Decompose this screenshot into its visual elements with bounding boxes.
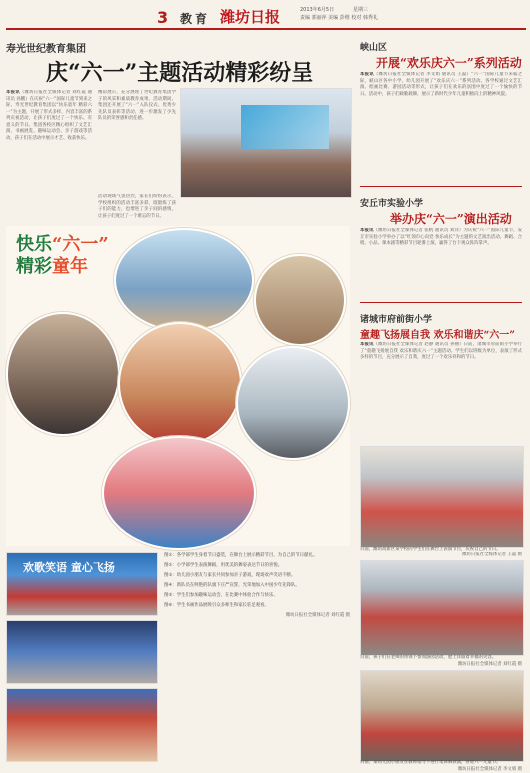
article-text-a: （潍坊日报社全媒体记者 刘红霞 通讯员 孙鹏）在庆祝“六一”国际儿童节到来之际，寿光世纪教育集团以“快乐童年 精彩六一”为主题，开展了形式多样、内容丰富的系列庆祝活动，让孩子们度过了一个快乐、有意义的节日。集团各校区精心组织了文艺汇演、书画展览、趣味运动会、亲子游戏等活动，孩子们在活动中展示才艺、收获快乐。 — [6, 90, 92, 141]
collage-subtitle-highlight: 童年 — [52, 256, 88, 277]
paper-masthead: 潍坊日报 — [220, 8, 281, 26]
collage-photo-2 — [254, 254, 346, 346]
bottom-photo-3 — [6, 688, 158, 762]
story1-location: 峡山区 — [360, 43, 388, 53]
right-photo-1 — [360, 446, 524, 548]
caption: 图②：小学部学生表演舞蹈，用优美的舞姿表达节日的喜悦。 — [164, 563, 283, 568]
section-rule — [360, 186, 522, 187]
photo-credit: 潍坊日报社全媒体记者 刘红霞 摄 — [285, 613, 350, 618]
photo-captions — [164, 552, 350, 764]
collage-subtitle-text: 精彩 — [16, 256, 52, 277]
photo-banner-text: 欢歌笑语 童心飞扬 — [23, 561, 115, 574]
caption: 日前，潍坊高新区某学校的学生们在舞台上表演节目，庆祝自己的节日。 — [360, 547, 501, 552]
photo-credit: 潍坊日报社全媒体记者 李文娟 摄 — [457, 766, 522, 772]
header-rule — [6, 28, 526, 30]
collage-photo-6 — [102, 436, 256, 550]
collage-title-highlight: “六一” — [52, 234, 109, 255]
issue-weekday: 星期三 — [353, 7, 369, 13]
caption: 日前，某幼儿园小朋友在教师指导下进行集体舞表演，喜迎六一儿童节。 — [360, 760, 501, 765]
photo-credit: 潍坊日报社全媒体记者 王磊 摄 — [462, 552, 522, 557]
collage-subtitle — [16, 252, 88, 278]
article-column-a — [6, 90, 92, 224]
bottom-photo-1 — [6, 552, 158, 616]
caption: 图①：各学部学生身着节日盛装，在舞台上展示精彩节目，为自己的节日献礼。 — [164, 553, 318, 558]
story3-location: 诸城市府前街小学 — [360, 315, 433, 325]
caption: 图③：幼儿园小朋友与家长共同参加亲子游戏，现场欢声笑语不断。 — [164, 573, 296, 578]
caption: 日前，孩子们在老师的带领下参加游园活动，脸上洋溢着幸福的笑容。 — [360, 655, 497, 660]
collage-photo-4 — [118, 322, 242, 446]
photo-credit: 潍坊日报社全媒体记者 刘红霞 摄 — [457, 661, 522, 667]
page-header — [0, 0, 530, 30]
story1-text — [360, 72, 522, 172]
story1-headline: 开展“欢乐庆六一”系列活动 — [376, 56, 522, 70]
right-caption-1-credit — [360, 552, 522, 559]
byline: 本报讯 — [360, 228, 374, 233]
story2-body: （潍坊日报社全媒体记者 张帆 通讯员 刘洋）为庆祝“六一”国际儿童节，安丘市实验小学举办了以“红领巾心向党 快乐成长”为主题的文艺演出活动。舞蹈、合唱、小品、课本剧等精彩节目轮番上演，赢得了台下观众阵阵掌声。 — [360, 228, 522, 246]
left-headline: 庆“六一”主题活动精彩纷呈 — [46, 60, 314, 86]
story2-location: 安丘市实验小学 — [360, 199, 424, 209]
page-number: 3 — [157, 8, 169, 27]
byline: 本报讯 — [360, 72, 374, 77]
story3-text — [360, 342, 522, 438]
section-rule — [360, 302, 522, 303]
caption: 图⑤：学生们参加趣味运动会，在比赛中体验合作与快乐。 — [164, 593, 278, 598]
story1-body: （潍坊日报社全媒体记者 李文娟 通讯员 王磊）“六一”国际儿童节来临之际，峡山区各中小学、幼儿园开展了“欢乐庆六一”系列活动。各学校通过文艺汇演、绘画比赛、游园活动等形式，让孩子们在欢乐的氛围中度过了一个愉快的节日。活动中，孩子们载歌载舞，展示了新时代少年儿童积极向上的精神风貌。 — [360, 72, 522, 97]
collage-photo-1 — [114, 228, 254, 332]
byline: 本报讯 — [360, 342, 374, 347]
section-name: 教育 — [180, 12, 211, 26]
editor-credits: 责编 郭丽萍 美编 彭维 校对 韩秀礼 — [300, 15, 378, 21]
event-photo-top — [180, 88, 352, 198]
right-photo-2 — [360, 560, 524, 656]
story2-text — [360, 228, 522, 298]
byline: 本报讯 — [6, 90, 20, 95]
photo-collage — [6, 226, 350, 546]
bottom-photo-2 — [6, 620, 158, 684]
story3-headline: 童趣飞扬展自我 欢乐和谐庆“六一” — [360, 330, 515, 341]
article-text-b2: 活动现场气氛热烈，家长们纷纷表示，学校组织的活动丰富多彩，既锻炼了孩子们的能力，也增进了亲子间的感情，让孩子们度过了一个难忘的节日。 — [98, 194, 176, 219]
caption: 图⑥：学生书画作品展吸引众多师生和家长驻足观看。 — [164, 603, 269, 608]
collage-title-text: 快乐 — [16, 234, 52, 255]
article-text-b: 精彩展示，充分展现了世纪教育集团学子的风采和素质教育成果。活动期间，集团还开展了“六一”入队仪式、优秀少先队员表彰等活动，进一步激发了少先队员的荣誉感和责任感。 — [98, 90, 176, 121]
right-caption-3 — [360, 760, 522, 773]
right-photo-3 — [360, 670, 524, 762]
collage-photo-5 — [236, 346, 350, 460]
caption: 图④：新队员在鲜艳的队旗下庄严宣誓，光荣地加入中国少年先锋队。 — [164, 583, 300, 588]
issue-date: 2013年6月5日 — [300, 7, 335, 13]
photo-banner — [241, 105, 329, 149]
right-caption-2 — [360, 655, 522, 669]
collage-photo-3 — [6, 312, 120, 436]
story2-headline: 举办庆“六一”演出活动 — [390, 212, 512, 226]
left-kicker: 寿光世纪教育集团 — [6, 44, 86, 55]
story3-body: （潍坊日报社全媒体记者 赵静 通讯员 孙丽）日前，诸城市府前街小学举行了“童趣飞扬展自我 欢乐和谐庆六一”主题活动。学生们以班级为单位，表演了形式多样的节目，充分展示了自我，度过了一个欢乐祥和的节日。 — [360, 342, 522, 360]
